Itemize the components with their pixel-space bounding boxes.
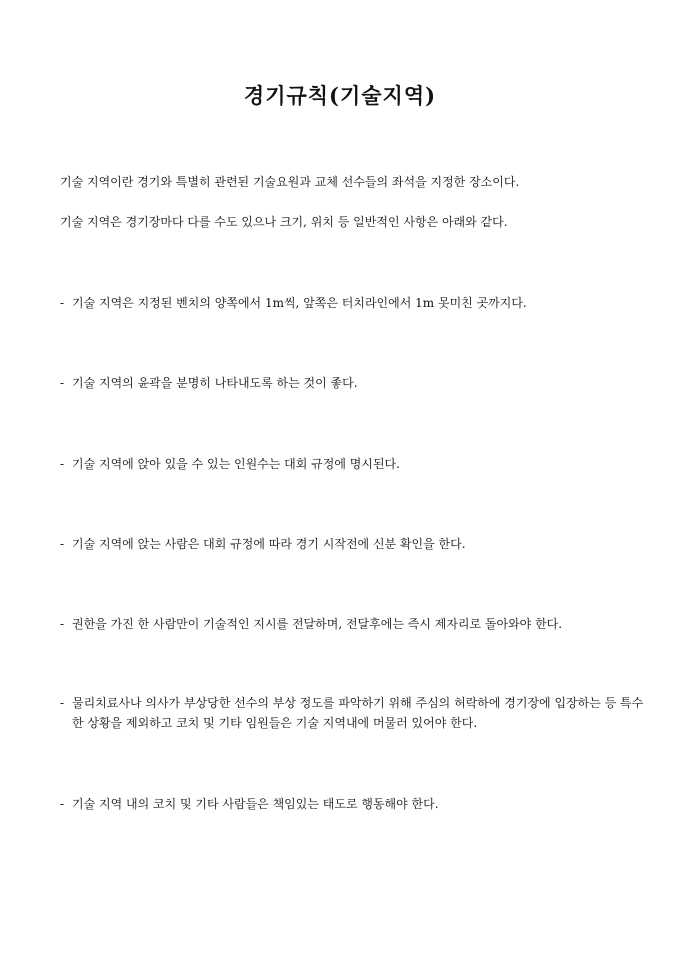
page-title: 경기규칙(기술지역) [243,83,437,108]
intro-paragraph-1: 기술 지역이란 경기와 특별히 관련된 기술요원과 교체 선수들의 좌석을 지정한 장소이다. [60,175,520,189]
bullet-dash: - [60,457,65,471]
rule-text-3: 기술 지역에 앉아 있을 수 있는 인원수는 대회 규정에 명시된다. [72,457,400,471]
intro-paragraph-2: 기술 지역은 경기장마다 다를 수도 있으나 크기, 위치 등 일반적인 사항은 아래와 같다. [60,215,508,229]
rule-item-7 [60,794,645,814]
bullet-dash: - [60,797,65,811]
rule-item-1 [60,293,645,313]
rule-text-6: 물리치료사나 의사가 부상당한 선수의 부상 정도를 파악하기 위해 주심의 허락하에 경기장에 입장하는 등 특수한 상황을 제외하고 코치 및 기타 임원들은 기술 지역내에 머물러 있어야 한다. [72,696,644,730]
rule-item-6 [60,693,645,733]
rule-text-5: 권한을 가진 한 사람만이 기술적인 지시를 전달하며, 전달후에는 즉시 제자리로 돌아와야 한다. [72,617,563,631]
bullet-dash: - [60,696,65,710]
bullet-dash: - [60,296,65,310]
rule-text-1: 기술 지역은 지정된 벤치의 양쪽에서 1m씩, 앞쪽은 터치라인에서 1m 못미친 곳까지다. [72,296,527,310]
rule-item-3 [60,454,645,474]
bullet-dash: - [60,617,65,631]
rule-item-4 [60,534,645,554]
bullet-dash: - [60,537,65,551]
rule-text-2: 기술 지역의 윤곽을 분명히 나타내도록 하는 것이 좋다. [72,376,358,390]
rule-text-4: 기술 지역에 앉는 사람은 대회 규정에 따라 경기 시작전에 신분 확인을 한다. [72,537,466,551]
rule-text-7: 기술 지역 내의 코치 및 기타 사람들은 책임있는 태도로 행동해야 한다. [72,797,439,811]
rule-item-2 [60,373,645,393]
rule-item-5 [60,614,645,634]
bullet-dash: - [60,376,65,390]
